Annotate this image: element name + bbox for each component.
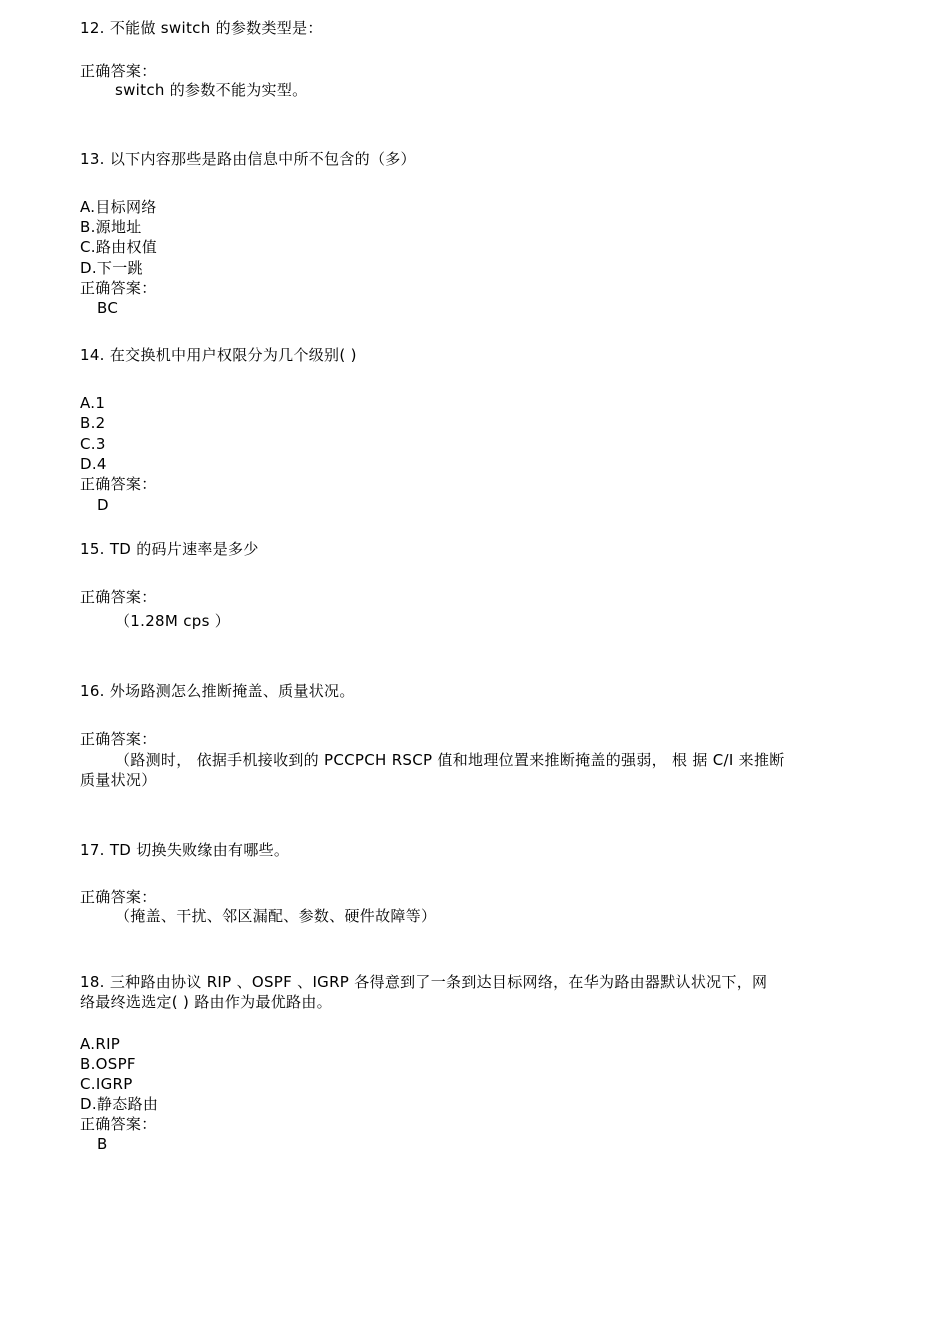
option-a: A.1 — [80, 394, 106, 412]
answer-label: 正确答案： — [80, 888, 157, 906]
question-number: 18. — [80, 973, 105, 991]
question-text-line-2: 络最终选选定( ) 路由作为最优路由。 — [80, 993, 332, 1011]
question-number: 12. — [80, 19, 105, 37]
option-d: D.4 — [80, 455, 107, 473]
question-text-line-1: 三种路由协议 RIP 、OSPF 、IGRP 各得意到了一条到达目标网络，在华为路由器默认状况下，网 — [109, 973, 768, 991]
answer-text: switch 的参数不能为实型。 — [115, 81, 308, 99]
question-15 — [80, 539, 259, 559]
question-16 — [80, 681, 355, 701]
answer-text: （掩盖、干扰、邻区漏配、参数、硬件故障等） — [115, 907, 437, 925]
answer-label: 正确答案： — [80, 730, 157, 748]
option-b: B.OSPF — [80, 1055, 136, 1073]
question-number: 13. — [80, 150, 105, 168]
question-text: 外场路测怎么推断掩盖、质量状况。 — [109, 682, 355, 700]
answer-label: 正确答案： — [80, 475, 157, 493]
option-d: D.静态路由 — [80, 1095, 159, 1113]
answer-text-line-1: （路测时， 依据手机接收到的 PCCPCH RSCP 值和地理位置来推断掩盖的强弱， 根 据 C/I 来推断 — [115, 751, 785, 769]
option-d: D.下一跳 — [80, 259, 143, 277]
question-number: 15. — [80, 540, 105, 558]
option-b: B.源地址 — [80, 218, 142, 236]
answer-text: B — [97, 1135, 108, 1153]
question-text: TD 的码片速率是多少 — [109, 540, 259, 558]
answer-text-line-2: 质量状况） — [80, 771, 157, 789]
question-number: 16. — [80, 682, 105, 700]
question-text: 在交换机中用户权限分为几个级别( ) — [109, 346, 357, 364]
question-text: 不能做 switch 的参数类型是： — [109, 19, 323, 37]
answer-label: 正确答案： — [80, 1115, 157, 1133]
question-number: 14. — [80, 346, 105, 364]
question-number: 17. — [80, 841, 105, 859]
answer-text: D — [97, 496, 109, 514]
answer-text: BC — [97, 299, 119, 317]
question-13 — [80, 149, 416, 169]
answer-label: 正确答案： — [80, 62, 157, 80]
option-b: B.2 — [80, 414, 106, 432]
answer-label: 正确答案： — [80, 588, 157, 606]
question-17 — [80, 840, 289, 860]
answer-label: 正确答案： — [80, 279, 157, 297]
option-c: C.3 — [80, 435, 106, 453]
question-text: 以下内容那些是路由信息中所不包含的（多） — [109, 150, 416, 168]
option-a: A.RIP — [80, 1035, 121, 1053]
question-12 — [80, 18, 323, 38]
answer-text: （1.28M cps ） — [115, 612, 231, 630]
option-c: C.路由权值 — [80, 238, 158, 256]
option-a: A.目标网络 — [80, 198, 157, 216]
question-14 — [80, 345, 357, 365]
question-text: TD 切换失败缘由有哪些。 — [109, 841, 290, 859]
option-c: C.IGRP — [80, 1075, 133, 1093]
question-18 — [80, 972, 767, 992]
